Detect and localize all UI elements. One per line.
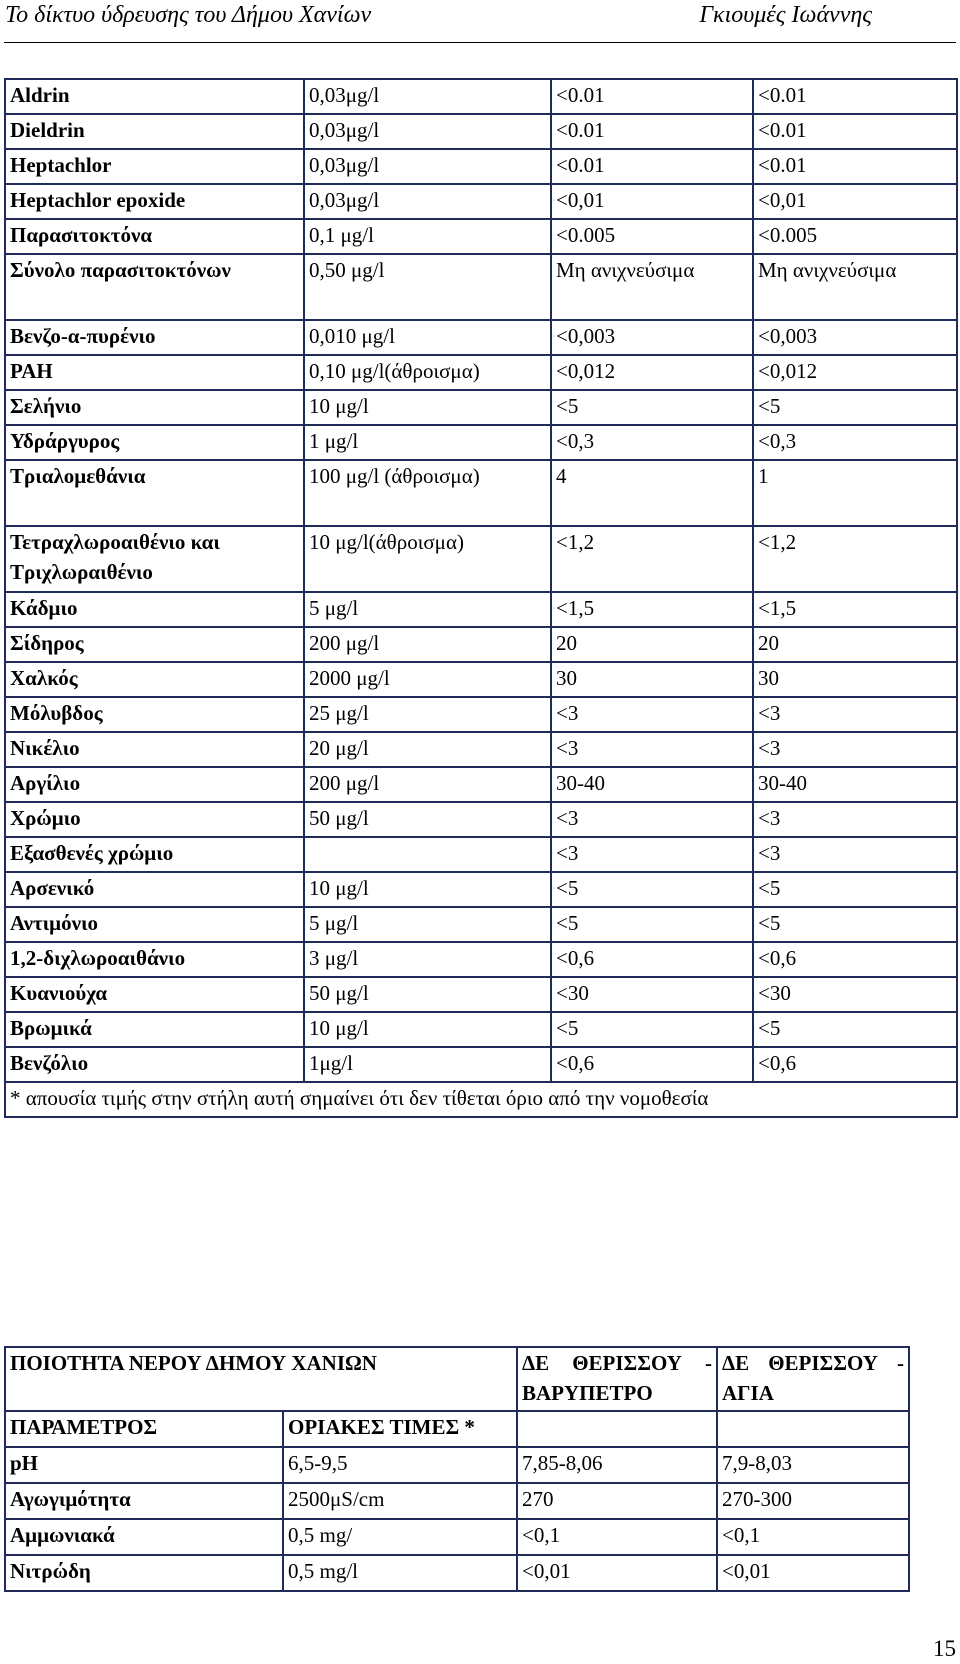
table-row [5, 907, 957, 942]
value-cell: 7,85-8,06 [517, 1447, 717, 1483]
value-cell: Μη ανιχνεύσιμα [551, 254, 753, 320]
value-cell: 270-300 [717, 1483, 909, 1519]
limit-cell: 0,5 mg/l [283, 1555, 517, 1591]
table-row [5, 1447, 909, 1483]
parameter-cell: Τριαλομεθάνια [5, 460, 304, 526]
table-row [5, 1555, 909, 1591]
limit-cell: 20 μg/l [304, 732, 551, 767]
parameter-cell: Αμμωνιακά [5, 1519, 283, 1555]
value-cell: 20 [551, 627, 753, 662]
table-title: ΠΟΙΟΤΗΤΑ ΝΕΡΟΥ ΔΗΜΟΥ ΧΑΝΙΩΝ [5, 1347, 517, 1411]
limit-cell: 5 μg/l [304, 592, 551, 627]
table-row [5, 1047, 957, 1082]
limit-cell: 50 μg/l [304, 977, 551, 1012]
table-row [5, 355, 957, 390]
limit-cell: 1μg/l [304, 1047, 551, 1082]
value-cell: <0,012 [551, 355, 753, 390]
value-cell: <3 [753, 802, 957, 837]
table-row [5, 977, 957, 1012]
value-cell: <0,003 [551, 320, 753, 355]
table-row [5, 219, 957, 254]
value-cell: <30 [551, 977, 753, 1012]
parameter-cell: Χρώμιο [5, 802, 304, 837]
value-cell: <0.01 [753, 79, 957, 114]
parameter-cell: Heptachlor epoxide [5, 184, 304, 219]
value-cell: <0,01 [551, 184, 753, 219]
parameter-cell: Αργίλιο [5, 767, 304, 802]
value-cell: Μη ανιχνεύσιμα [753, 254, 957, 320]
value-cell: <0,01 [517, 1555, 717, 1591]
value-cell: <3 [753, 732, 957, 767]
parameter-cell: Κάδμιο [5, 592, 304, 627]
parameter-cell: Dieldrin [5, 114, 304, 149]
limit-cell: 0,10 μg/l(άθροισμα) [304, 355, 551, 390]
parameter-cell: Υδράργυρος [5, 425, 304, 460]
table-row [5, 320, 957, 355]
table-row [5, 697, 957, 732]
table-row [5, 592, 957, 627]
limit-cell: 0,03μg/l [304, 114, 551, 149]
value-cell: <0,01 [717, 1555, 909, 1591]
header-author: Γκιουμές Ιωάννης [699, 2, 872, 28]
parameter-cell: Νιτρώδη [5, 1555, 283, 1591]
limit-cell: 100 μg/l (άθροισμα) [304, 460, 551, 526]
parameter-cell: Κυανιούχα [5, 977, 304, 1012]
value-cell: <0.01 [551, 114, 753, 149]
parameter-cell: Μόλυβδος [5, 697, 304, 732]
limit-cell: 0,03μg/l [304, 184, 551, 219]
limit-cell: 50 μg/l [304, 802, 551, 837]
table-row [5, 114, 957, 149]
value-cell: <5 [551, 390, 753, 425]
table-row [5, 1483, 909, 1519]
parameter-cell: Παρασιτοκτόνα [5, 219, 304, 254]
value-cell: <5 [753, 390, 957, 425]
parameter-cell: Aldrin [5, 79, 304, 114]
value-cell: <3 [551, 802, 753, 837]
limit-cell [304, 837, 551, 872]
value-cell: <1,5 [551, 592, 753, 627]
table-row [5, 526, 957, 592]
table-row [5, 184, 957, 219]
page-number: 15 [933, 1636, 956, 1661]
limit-cell: 0,50 μg/l [304, 254, 551, 320]
value-cell: <0,6 [753, 942, 957, 977]
value-cell: <30 [753, 977, 957, 1012]
table-row [5, 254, 957, 320]
value-cell: <0.01 [551, 79, 753, 114]
value-cell: 30 [753, 662, 957, 697]
value-cell: <0,012 [753, 355, 957, 390]
limit-cell: 25 μg/l [304, 697, 551, 732]
limit-cell: 0,5 mg/ [283, 1519, 517, 1555]
limit-cell: 3 μg/l [304, 942, 551, 977]
value-cell: <0,6 [551, 1047, 753, 1082]
value-cell: <1,5 [753, 592, 957, 627]
parameter-cell: Αντιμόνιο [5, 907, 304, 942]
column-header-agia: ΔΕ ΘΕΡΙΣΣΟΥ - ΑΓΙΑ [717, 1347, 909, 1411]
table-row [5, 460, 957, 526]
footnote: * απουσία τιμής στην στήλη αυτή σημαίνει ότι δεν τίθεται όριο από την νομοθεσία [5, 1082, 957, 1117]
value-cell: <0,1 [517, 1519, 717, 1555]
value-cell: <3 [753, 837, 957, 872]
value-cell: <5 [551, 1012, 753, 1047]
table-row [5, 1012, 957, 1047]
parameter-cell: Νικέλιο [5, 732, 304, 767]
parameter-cell: Βρωμικά [5, 1012, 304, 1047]
column-header-limits: ΟΡΙΑΚΕΣ ΤΙΜΕΣ * [283, 1411, 517, 1447]
table-row [5, 627, 957, 662]
value-cell: <0,6 [551, 942, 753, 977]
table-row [5, 802, 957, 837]
column-header-varypetro: ΔΕ ΘΕΡΙΣΣΟΥ - ΒΑΡΥΠΕΤΡΟ [517, 1347, 717, 1411]
value-cell: <3 [551, 732, 753, 767]
value-cell: <0,1 [717, 1519, 909, 1555]
parameter-cell: pH [5, 1447, 283, 1483]
parameter-cell: PAH [5, 355, 304, 390]
table-row [5, 149, 957, 184]
value-cell: <3 [551, 837, 753, 872]
limit-cell: 0,03μg/l [304, 79, 551, 114]
limit-cell: 200 μg/l [304, 767, 551, 802]
limit-cell: 0,03μg/l [304, 149, 551, 184]
value-cell: <3 [753, 697, 957, 732]
limit-cell: 200 μg/l [304, 627, 551, 662]
value-cell: 1 [753, 460, 957, 526]
value-cell: <0.01 [753, 114, 957, 149]
limit-cell: 5 μg/l [304, 907, 551, 942]
table-row [5, 872, 957, 907]
parameter-cell: 1,2-διχλωροαιθάνιο [5, 942, 304, 977]
limit-cell: 0,1 μg/l [304, 219, 551, 254]
table-row [5, 390, 957, 425]
value-cell: <5 [753, 872, 957, 907]
header-rule [4, 42, 956, 43]
header-document-title: Το δίκτυο ύδρευσης του Δήμου Χανίων [5, 2, 372, 28]
table-header-row [5, 1347, 909, 1411]
value-cell: 20 [753, 627, 957, 662]
table-row [5, 662, 957, 697]
table-row [5, 942, 957, 977]
table-row [5, 1519, 909, 1555]
water-quality-summary-table [4, 1346, 910, 1592]
parameter-cell: Τετραχλωροαιθένιο και Τριχλωραιθένιο [5, 526, 304, 592]
limit-cell: 10 μg/l [304, 1012, 551, 1047]
value-cell: 7,9-8,03 [717, 1447, 909, 1483]
parameter-cell: Αρσενικό [5, 872, 304, 907]
parameter-cell: Heptachlor [5, 149, 304, 184]
table-row [5, 767, 957, 802]
value-cell: <0,3 [551, 425, 753, 460]
value-cell: <5 [551, 907, 753, 942]
value-cell: <1,2 [753, 526, 957, 592]
value-cell: <3 [551, 697, 753, 732]
footnote-row [5, 1082, 957, 1117]
parameter-cell: Βενζόλιο [5, 1047, 304, 1082]
parameter-cell: Χαλκός [5, 662, 304, 697]
value-cell: <0,01 [753, 184, 957, 219]
parameter-cell: Σίδηρος [5, 627, 304, 662]
parameter-cell: Βενζο-α-πυρένιο [5, 320, 304, 355]
water-quality-parameters-table [4, 78, 958, 1118]
value-cell: <0,3 [753, 425, 957, 460]
value-cell: <0.01 [551, 149, 753, 184]
limit-cell: 2500μS/cm [283, 1483, 517, 1519]
value-cell: 270 [517, 1483, 717, 1519]
table-row [5, 79, 957, 114]
parameter-cell: Εξασθενές χρώμιο [5, 837, 304, 872]
limit-cell: 10 μg/l(άθροισμα) [304, 526, 551, 592]
value-cell: <5 [753, 907, 957, 942]
value-cell: <0.005 [753, 219, 957, 254]
limit-cell: 2000 μg/l [304, 662, 551, 697]
column-header-parameter: ΠΑΡΑΜΕΤΡΟΣ [5, 1411, 283, 1447]
value-cell: 30-40 [753, 767, 957, 802]
parameter-cell: Σύνολο παρασιτοκτόνων [5, 254, 304, 320]
parameter-cell: Αγωγιμότητα [5, 1483, 283, 1519]
table-subheader-row [5, 1411, 909, 1447]
table-row [5, 837, 957, 872]
table-row [5, 732, 957, 767]
value-cell: <5 [551, 872, 753, 907]
value-cell: <1,2 [551, 526, 753, 592]
value-cell: 30-40 [551, 767, 753, 802]
empty-cell [517, 1411, 717, 1447]
value-cell: <0.01 [753, 149, 957, 184]
limit-cell: 10 μg/l [304, 390, 551, 425]
limit-cell: 6,5-9,5 [283, 1447, 517, 1483]
value-cell: <0,6 [753, 1047, 957, 1082]
value-cell: <0.005 [551, 219, 753, 254]
empty-cell [717, 1411, 909, 1447]
limit-cell: 0,010 μg/l [304, 320, 551, 355]
value-cell: 30 [551, 662, 753, 697]
table-row [5, 425, 957, 460]
value-cell: <0,003 [753, 320, 957, 355]
limit-cell: 10 μg/l [304, 872, 551, 907]
value-cell: <5 [753, 1012, 957, 1047]
limit-cell: 1 μg/l [304, 425, 551, 460]
value-cell: 4 [551, 460, 753, 526]
parameter-cell: Σελήνιο [5, 390, 304, 425]
